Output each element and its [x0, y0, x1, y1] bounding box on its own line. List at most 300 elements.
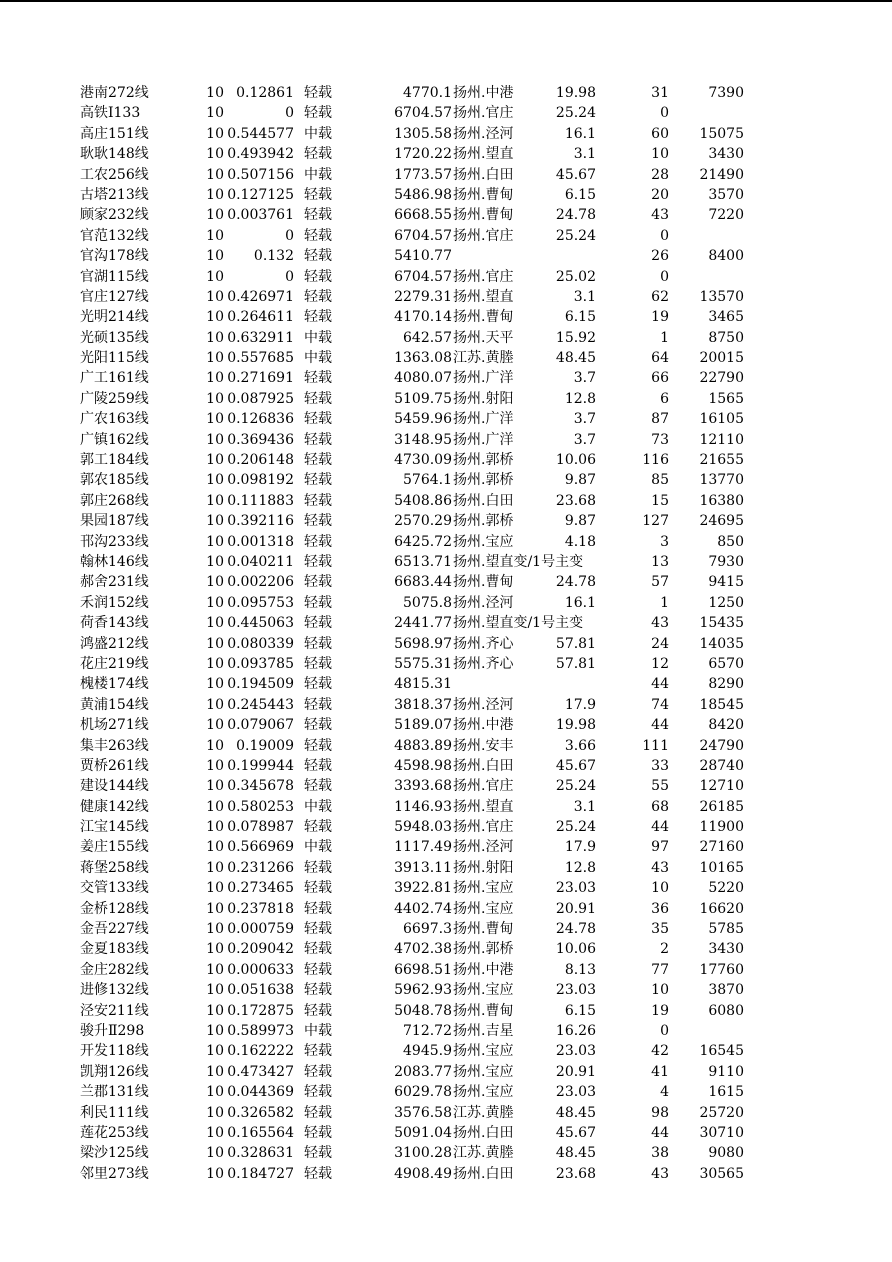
transformer-count-cell: 15 — [651, 492, 669, 509]
substation-cell: 扬州.吉星 — [453, 1022, 514, 1039]
line-length-cell: 12.8 — [564, 390, 596, 407]
transformer-count-cell: 43 — [651, 859, 669, 876]
voltage-kv-cell: 10 — [206, 1063, 224, 1080]
spare-capacity-cell: 5764.1 — [403, 472, 452, 489]
load-rate-cell: 0.172875 — [227, 1002, 294, 1019]
load-rate-cell: 0.19009 — [236, 737, 294, 754]
line-length-cell: 25.24 — [555, 105, 596, 122]
load-status-cell: 轻载 — [304, 268, 332, 285]
substation-cell: 扬州.郭桥 — [453, 452, 514, 469]
line-length-cell: 23.03 — [555, 1084, 596, 1101]
load-status-cell: 轻载 — [304, 146, 332, 163]
line-length-cell: 20.91 — [555, 900, 596, 917]
total-capacity-cell: 1250 — [708, 594, 744, 611]
transformer-count-cell: 0 — [660, 268, 669, 285]
table-row — [80, 144, 760, 164]
spare-capacity-cell: 5408.86 — [394, 492, 452, 509]
spare-capacity-cell: 3576.58 — [394, 1104, 452, 1121]
total-capacity-cell — [676, 103, 744, 123]
load-rate-cell: 0.051638 — [227, 982, 294, 999]
load-status-cell: 轻载 — [304, 819, 332, 836]
total-capacity-cell: 28740 — [699, 757, 744, 774]
load-status-cell: 轻载 — [304, 227, 332, 244]
load-status-cell: 轻载 — [304, 1084, 332, 1101]
load-status-cell: 轻载 — [304, 370, 332, 387]
line-name-cell: 官庄127线 — [80, 288, 149, 305]
load-status-cell: 轻载 — [304, 778, 332, 795]
total-capacity-cell: 6080 — [708, 1002, 744, 1019]
total-capacity-cell: 24695 — [699, 513, 744, 530]
line-length-cell — [544, 613, 596, 633]
total-capacity-cell: 27160 — [699, 839, 744, 856]
load-status-cell: 中载 — [304, 839, 332, 856]
table-row — [80, 430, 760, 450]
load-status-cell: 轻载 — [304, 1104, 332, 1121]
total-capacity-cell: 16380 — [699, 492, 744, 509]
line-length-cell — [544, 674, 596, 694]
voltage-kv-cell: 10 — [206, 798, 224, 815]
load-status-cell: 轻载 — [304, 941, 332, 958]
load-rate-cell: 0.273465 — [227, 880, 294, 897]
table-row — [80, 287, 760, 307]
line-length-cell: 12.8 — [564, 859, 596, 876]
load-status-cell: 中载 — [304, 798, 332, 815]
transformer-count-cell: 0 — [660, 105, 669, 122]
line-length-cell: 19.98 — [555, 85, 596, 101]
line-name-cell: 进修132线 — [80, 982, 149, 999]
spare-capacity-cell: 6704.57 — [394, 227, 452, 244]
substation-cell: 扬州.官庄 — [453, 268, 514, 285]
spare-capacity-cell: 5189.07 — [394, 717, 452, 734]
substation-cell: 扬州.广洋 — [453, 411, 514, 428]
line-length-cell — [544, 552, 596, 572]
voltage-kv-cell: 10 — [206, 859, 224, 876]
table-row — [80, 919, 760, 939]
total-capacity-cell: 11900 — [699, 819, 744, 836]
spare-capacity-cell: 4815.31 — [394, 676, 452, 693]
total-capacity-cell: 16545 — [699, 1043, 744, 1060]
table-row — [80, 695, 760, 715]
total-capacity-cell — [676, 1021, 744, 1041]
load-status-cell: 轻载 — [304, 900, 332, 917]
load-rate-cell: 0.194509 — [227, 676, 294, 693]
total-capacity-cell: 3430 — [708, 146, 744, 163]
line-length-cell: 16.26 — [555, 1022, 596, 1039]
load-rate-cell: 0.078987 — [227, 819, 294, 836]
transformer-count-cell: 20 — [651, 186, 669, 203]
line-name-cell: 郭庄268线 — [80, 492, 149, 509]
voltage-kv-cell: 10 — [206, 513, 224, 530]
transformer-count-cell: 44 — [651, 717, 669, 734]
transformer-count-cell: 35 — [651, 921, 669, 938]
table-row — [80, 511, 760, 531]
spare-capacity-cell: 2441.77 — [394, 615, 452, 632]
total-capacity-cell: 15435 — [699, 615, 744, 632]
voltage-kv-cell: 10 — [206, 778, 224, 795]
line-length-cell: 20.91 — [555, 1063, 596, 1080]
spare-capacity-cell: 4702.38 — [394, 941, 452, 958]
substation-cell: 扬州.中港 — [453, 717, 514, 734]
table-row — [80, 185, 760, 205]
load-rate-cell: 0 — [285, 105, 294, 122]
load-status-cell: 轻载 — [304, 85, 332, 101]
substation-cell: 扬州.曹甸 — [453, 921, 514, 938]
substation-cell: 扬州.望直变/1号主变 — [453, 615, 584, 632]
transformer-count-cell: 43 — [651, 207, 669, 224]
load-status-cell: 轻载 — [304, 452, 332, 469]
load-rate-cell: 0.080339 — [227, 635, 294, 652]
line-length-cell: 8.13 — [564, 961, 596, 978]
transformer-count-cell: 13 — [651, 553, 669, 570]
table-row — [80, 736, 760, 756]
transformer-count-cell: 19 — [651, 1002, 669, 1019]
spare-capacity-cell: 1117.49 — [394, 839, 452, 856]
table-row — [80, 980, 760, 1000]
load-rate-cell: 0.040211 — [227, 553, 294, 570]
load-rate-cell: 0.493942 — [227, 146, 294, 163]
spare-capacity-cell: 4598.98 — [394, 757, 452, 774]
voltage-kv-cell: 10 — [206, 635, 224, 652]
voltage-kv-cell: 10 — [206, 492, 224, 509]
line-length-cell: 10.06 — [555, 941, 596, 958]
table-row — [80, 165, 760, 185]
load-rate-cell: 0.632911 — [227, 329, 294, 346]
load-rate-cell: 0.209042 — [227, 941, 294, 958]
table-row — [80, 593, 760, 613]
line-name-cell: 郭工184线 — [80, 452, 149, 469]
voltage-kv-cell: 10 — [206, 757, 224, 774]
line-name-cell: 官湖115线 — [80, 268, 149, 285]
substation-cell: 扬州.官庄 — [453, 105, 514, 122]
load-rate-cell: 0.544577 — [227, 125, 294, 142]
line-length-cell: 3.7 — [573, 431, 596, 448]
substation-cell: 扬州.官庄 — [453, 778, 514, 795]
voltage-kv-cell: 10 — [206, 268, 224, 285]
load-status-cell: 轻载 — [304, 859, 332, 876]
load-status-cell: 轻载 — [304, 696, 332, 713]
load-status-cell: 轻载 — [304, 105, 332, 122]
table-row — [80, 205, 760, 225]
transformer-count-cell: 38 — [651, 1145, 669, 1162]
total-capacity-cell: 16105 — [699, 411, 744, 428]
substation-cell: 扬州.中港 — [453, 85, 514, 101]
load-rate-cell: 0.098192 — [227, 472, 294, 489]
table-row — [80, 634, 760, 654]
substation-cell: 扬州.郭桥 — [453, 472, 514, 489]
total-capacity-cell: 8290 — [708, 676, 744, 693]
total-capacity-cell: 21490 — [699, 166, 744, 183]
load-rate-cell: 0.093785 — [227, 655, 294, 672]
total-capacity-cell: 12710 — [699, 778, 744, 795]
line-name-cell: 光阳115线 — [80, 350, 149, 367]
line-name-cell: 郭农185线 — [80, 472, 149, 489]
load-rate-cell: 0.580253 — [227, 798, 294, 815]
table-row — [80, 532, 760, 552]
line-length-cell — [544, 246, 596, 266]
voltage-kv-cell: 10 — [206, 553, 224, 570]
spare-capacity-cell: 1720.22 — [394, 146, 452, 163]
line-length-cell: 3.1 — [573, 798, 596, 815]
total-capacity-cell: 14035 — [699, 635, 744, 652]
spare-capacity-cell: 2279.31 — [394, 288, 452, 305]
spare-capacity-cell: 3913.11 — [394, 859, 452, 876]
transformer-count-cell: 6 — [660, 390, 669, 407]
load-status-cell: 轻载 — [304, 737, 332, 754]
voltage-kv-cell: 10 — [206, 1084, 224, 1101]
voltage-kv-cell: 10 — [206, 329, 224, 346]
line-length-cell: 23.68 — [555, 492, 596, 509]
spare-capacity-cell: 6697.3 — [403, 921, 452, 938]
voltage-kv-cell: 10 — [206, 696, 224, 713]
line-name-cell: 姜庄155线 — [80, 839, 149, 856]
substation-cell: 扬州.宝应 — [453, 982, 514, 999]
table-row — [80, 613, 760, 633]
substation-cell: 扬州.白田 — [453, 1165, 514, 1182]
load-status-cell: 轻载 — [304, 248, 332, 265]
line-length-cell: 23.68 — [555, 1165, 596, 1182]
line-name-cell: 官沟178线 — [80, 248, 149, 265]
table-row — [80, 1143, 760, 1163]
line-name-cell: 官范132线 — [80, 227, 149, 244]
substation-cell: 扬州.宝应 — [453, 880, 514, 897]
voltage-kv-cell: 10 — [206, 452, 224, 469]
table-row — [80, 83, 760, 103]
spare-capacity-cell: 6513.71 — [394, 553, 452, 570]
transformer-count-cell: 0 — [660, 227, 669, 244]
table-row — [80, 715, 760, 735]
total-capacity-cell: 13770 — [699, 472, 744, 489]
substation-cell: 扬州.齐心 — [453, 655, 514, 672]
table-row — [80, 960, 760, 980]
substation-cell: 扬州.泾河 — [453, 125, 514, 142]
voltage-kv-cell: 10 — [206, 615, 224, 632]
substation-cell: 江苏.黄塍 — [453, 1104, 514, 1121]
voltage-kv-cell: 10 — [206, 309, 224, 326]
line-length-cell: 16.1 — [564, 594, 596, 611]
line-length-cell: 48.45 — [555, 350, 596, 367]
transformer-count-cell: 42 — [651, 1043, 669, 1060]
load-status-cell: 轻载 — [304, 594, 332, 611]
load-status-cell: 轻载 — [304, 533, 332, 550]
load-status-cell: 中载 — [304, 329, 332, 346]
transformer-count-cell: 97 — [651, 839, 669, 856]
line-name-cell: 利民111线 — [80, 1104, 149, 1121]
spare-capacity-cell: 1146.93 — [394, 798, 452, 815]
line-name-cell: 集丰263线 — [80, 737, 149, 754]
total-capacity-cell: 16620 — [699, 900, 744, 917]
table-row — [80, 226, 760, 246]
transformer-count-cell: 55 — [651, 778, 669, 795]
transformer-count-cell: 36 — [651, 900, 669, 917]
substation-cell: 扬州.白田 — [453, 492, 514, 509]
load-rate-cell: 0.206148 — [227, 452, 294, 469]
voltage-kv-cell: 10 — [206, 1022, 224, 1039]
transformer-count-cell: 44 — [651, 676, 669, 693]
spare-capacity-cell: 5459.96 — [394, 411, 452, 428]
line-length-cell: 10.06 — [555, 452, 596, 469]
line-length-cell: 48.45 — [555, 1104, 596, 1121]
line-name-cell: 建设144线 — [80, 778, 149, 795]
load-status-cell: 轻载 — [304, 186, 332, 203]
transformer-count-cell: 10 — [651, 982, 669, 999]
voltage-kv-cell: 10 — [206, 431, 224, 448]
load-status-cell: 轻载 — [304, 309, 332, 326]
voltage-kv-cell: 10 — [206, 411, 224, 428]
load-status-cell: 轻载 — [304, 1002, 332, 1019]
substation-cell: 扬州.射阳 — [453, 390, 514, 407]
table-row — [80, 267, 760, 287]
load-status-cell: 轻载 — [304, 982, 332, 999]
total-capacity-cell: 3430 — [708, 941, 744, 958]
load-status-cell: 轻载 — [304, 676, 332, 693]
table-row — [80, 572, 760, 592]
transformer-count-cell: 33 — [651, 757, 669, 774]
substation-cell: 扬州.射阳 — [453, 859, 514, 876]
voltage-kv-cell: 10 — [206, 717, 224, 734]
line-length-cell: 25.24 — [555, 819, 596, 836]
total-capacity-cell: 30565 — [699, 1165, 744, 1182]
spare-capacity-cell: 6029.78 — [394, 1084, 452, 1101]
transformer-count-cell: 98 — [651, 1104, 669, 1121]
voltage-kv-cell: 10 — [206, 900, 224, 917]
voltage-kv-cell: 10 — [206, 248, 224, 265]
transformer-count-cell: 12 — [651, 655, 669, 672]
spare-capacity-cell: 6704.57 — [394, 268, 452, 285]
load-status-cell: 轻载 — [304, 921, 332, 938]
spare-capacity-cell: 1363.08 — [394, 350, 452, 367]
transformer-count-cell: 62 — [651, 288, 669, 305]
total-capacity-cell: 12110 — [699, 431, 744, 448]
line-length-cell: 17.9 — [564, 839, 596, 856]
table-row — [80, 776, 760, 796]
line-name-cell: 贾桥261线 — [80, 757, 149, 774]
load-status-cell: 轻载 — [304, 615, 332, 632]
line-length-cell: 45.67 — [555, 757, 596, 774]
load-rate-cell: 0.326582 — [227, 1104, 294, 1121]
line-length-cell: 19.98 — [555, 717, 596, 734]
substation-cell: 扬州.官庄 — [453, 819, 514, 836]
line-length-cell: 3.7 — [573, 370, 596, 387]
substation-cell: 扬州.广洋 — [453, 431, 514, 448]
spare-capacity-cell: 3148.95 — [394, 431, 452, 448]
load-rate-cell: 0.507156 — [227, 166, 294, 183]
load-status-cell: 轻载 — [304, 1063, 332, 1080]
line-name-cell: 顾家232线 — [80, 207, 149, 224]
voltage-kv-cell: 10 — [206, 350, 224, 367]
voltage-kv-cell: 10 — [206, 880, 224, 897]
line-name-cell: 金桥128线 — [80, 900, 149, 917]
spare-capacity-cell: 5575.31 — [394, 655, 452, 672]
line-name-cell: 广农163线 — [80, 411, 149, 428]
line-name-cell: 广工161线 — [80, 370, 149, 387]
transformer-count-cell: 60 — [651, 125, 669, 142]
table-row — [80, 491, 760, 511]
line-name-cell: 泾安211线 — [80, 1002, 149, 1019]
substation-cell: 扬州.官庄 — [453, 227, 514, 244]
load-rate-cell: 0.127125 — [227, 186, 294, 203]
voltage-kv-cell: 10 — [206, 125, 224, 142]
line-name-cell: 光硕135线 — [80, 329, 149, 346]
substation-cell: 扬州.望直 — [453, 288, 514, 305]
transformer-count-cell: 10 — [651, 146, 669, 163]
load-status-cell: 轻载 — [304, 513, 332, 530]
transformer-count-cell: 10 — [651, 880, 669, 897]
voltage-kv-cell: 10 — [206, 1043, 224, 1060]
voltage-kv-cell: 10 — [206, 1104, 224, 1121]
line-name-cell: 花庄219线 — [80, 655, 149, 672]
transformer-count-cell: 57 — [651, 574, 669, 591]
table-row — [80, 450, 760, 470]
line-name-cell: 果园187线 — [80, 513, 149, 530]
load-rate-cell: 0.001318 — [227, 533, 294, 550]
total-capacity-cell: 8750 — [708, 329, 744, 346]
line-length-cell: 3.1 — [573, 146, 596, 163]
substation-cell: 扬州.曹甸 — [453, 186, 514, 203]
transformer-count-cell: 1 — [660, 594, 669, 611]
total-capacity-cell: 20015 — [699, 350, 744, 367]
substation-cell: 扬州.泾河 — [453, 696, 514, 713]
total-capacity-cell: 17760 — [699, 961, 744, 978]
line-length-cell: 6.15 — [564, 309, 596, 326]
voltage-kv-cell: 10 — [206, 676, 224, 693]
transformer-count-cell: 85 — [651, 472, 669, 489]
spare-capacity-cell: 3818.37 — [394, 696, 452, 713]
substation-cell: 扬州.白田 — [453, 166, 514, 183]
substation-cell: 扬州.白田 — [453, 757, 514, 774]
substation-cell: 扬州.安丰 — [453, 737, 514, 754]
voltage-kv-cell: 10 — [206, 961, 224, 978]
feeder-load-table — [80, 83, 760, 1184]
total-capacity-cell: 30710 — [699, 1124, 744, 1141]
spare-capacity-cell: 4730.09 — [394, 452, 452, 469]
substation-cell: 扬州.望直 — [453, 146, 514, 163]
load-rate-cell: 0.162222 — [227, 1043, 294, 1060]
total-capacity-cell: 3465 — [708, 309, 744, 326]
transformer-count-cell: 4 — [660, 1084, 669, 1101]
load-rate-cell: 0.000759 — [227, 921, 294, 938]
transformer-count-cell: 19 — [651, 309, 669, 326]
spare-capacity-cell: 5075.8 — [403, 594, 452, 611]
total-capacity-cell: 26185 — [699, 798, 744, 815]
spare-capacity-cell: 2570.29 — [394, 513, 452, 530]
load-rate-cell: 0.132 — [253, 248, 294, 265]
voltage-kv-cell: 10 — [206, 533, 224, 550]
spare-capacity-cell: 3393.68 — [394, 778, 452, 795]
spare-capacity-cell: 1773.57 — [394, 166, 452, 183]
spare-capacity-cell: 4908.49 — [394, 1165, 452, 1182]
top-border-line — [0, 0, 892, 2]
table-row — [80, 368, 760, 388]
spare-capacity-cell: 4402.74 — [394, 900, 452, 917]
total-capacity-cell: 8400 — [708, 248, 744, 265]
table-row — [80, 1021, 760, 1041]
total-capacity-cell: 13570 — [699, 288, 744, 305]
line-name-cell: 兰郡131线 — [80, 1084, 149, 1101]
line-name-cell: 禾润152线 — [80, 594, 149, 611]
line-length-cell: 3.66 — [564, 737, 596, 754]
line-name-cell: 金吾227线 — [80, 921, 149, 938]
transformer-count-cell: 111 — [642, 737, 669, 754]
load-status-cell: 中载 — [304, 1022, 332, 1039]
line-name-cell: 鸿盛212线 — [80, 635, 149, 652]
spare-capacity-cell: 712.72 — [403, 1022, 452, 1039]
voltage-kv-cell: 10 — [206, 85, 224, 101]
load-status-cell: 轻载 — [304, 880, 332, 897]
transformer-count-cell: 26 — [651, 248, 669, 265]
table-row — [80, 674, 760, 694]
line-length-cell: 15.92 — [555, 329, 596, 346]
transformer-count-cell: 87 — [651, 411, 669, 428]
